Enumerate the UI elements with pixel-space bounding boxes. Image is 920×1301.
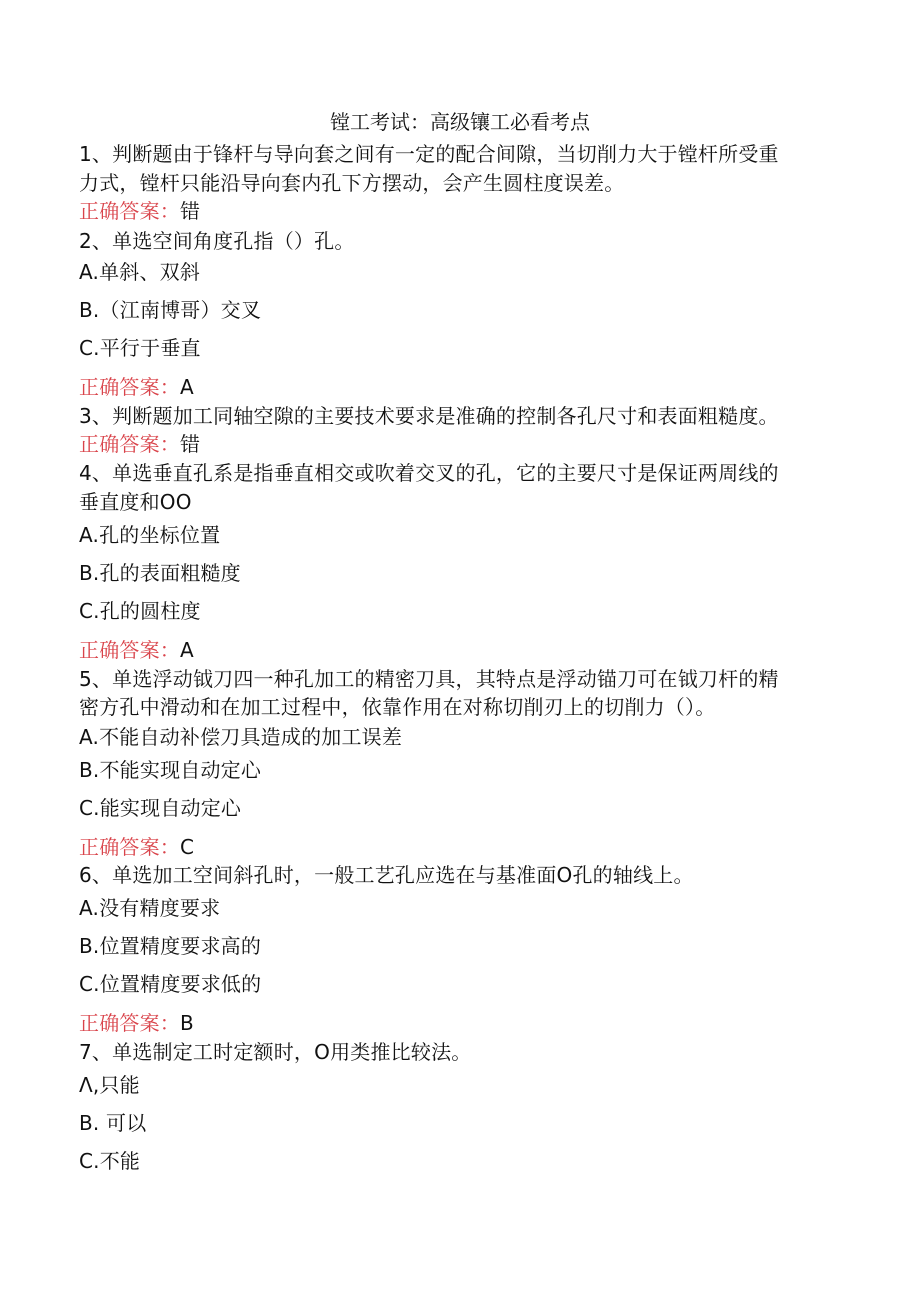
answer-label: 正确答案： bbox=[79, 835, 180, 859]
question-7-text: 7、单选制定工时定额时，O用类推比较法。 bbox=[79, 1040, 472, 1064]
answer-label: 正确答案： bbox=[79, 375, 180, 399]
question-7-option-c: C.不能 bbox=[79, 1149, 141, 1173]
question-5-option-b: B.不能实现自动定心 bbox=[79, 758, 262, 782]
answer-value: A bbox=[180, 638, 194, 662]
question-3-answer bbox=[79, 430, 200, 458]
question-4-option-a: A.孔的坐标位置 bbox=[79, 523, 221, 547]
question-2-option-c: C.平行于垂直 bbox=[79, 336, 201, 360]
question-5-answer bbox=[79, 833, 194, 861]
answer-value: 错 bbox=[180, 432, 201, 456]
answer-value: B bbox=[180, 1011, 194, 1035]
answer-label: 正确答案： bbox=[79, 1011, 180, 1035]
question-5-option-a: A.不能自动补偿刀具造成的加工误差 bbox=[79, 725, 403, 749]
question-2-answer bbox=[79, 373, 194, 401]
question-5-text-line-1: 5、单选浮动钺刀四一种孔加工的精密刀具，其特点是浮动锚刀可在钺刀杆的精 bbox=[79, 667, 779, 691]
question-6-answer bbox=[79, 1009, 194, 1037]
question-6-option-b: B.位置精度要求高的 bbox=[79, 934, 262, 958]
answer-value: C bbox=[180, 835, 195, 859]
answer-label: 正确答案： bbox=[79, 638, 180, 662]
question-5-text-line-2: 密方孔中滑动和在加工过程中，依靠作用在对称切削刃上的切削力（）。 bbox=[79, 695, 716, 719]
question-3-text: 3、判断题加工同轴空隙的主要技术要求是准确的控制各孔尺寸和表面粗糙度。 bbox=[79, 404, 779, 428]
question-1-answer bbox=[79, 197, 200, 225]
question-4-text-line-2: 垂直度和OO bbox=[79, 490, 192, 514]
question-2-option-b: B.（江南博哥）交叉 bbox=[79, 298, 262, 322]
question-4-option-b: B.孔的表面粗糙度 bbox=[79, 561, 241, 585]
question-4-text-line-1: 4、单选垂直孔系是指垂直相交或吹着交叉的孔，它的主要尺寸是保证两周线的 bbox=[79, 461, 779, 485]
answer-value: 错 bbox=[180, 199, 201, 223]
answer-value: A bbox=[180, 375, 194, 399]
question-6-option-c: C.位置精度要求低的 bbox=[79, 972, 262, 996]
question-7-option-b: B. 可以 bbox=[79, 1111, 147, 1135]
question-1-text-line-1: 1、判断题由于锋杆与导向套之间有一定的配合间隙，当切削力大于镗杆所受重 bbox=[79, 142, 779, 166]
question-4-option-c: C.孔的圆柱度 bbox=[79, 599, 201, 623]
question-6-text: 6、单选加工空间斜孔时，一般工艺孔应选在与基准面O孔的轴线上。 bbox=[79, 863, 694, 887]
question-5-option-c: C.能实现自动定心 bbox=[79, 796, 242, 820]
document-title: 镗工考试：高级镶工必看考点 bbox=[330, 110, 590, 134]
question-6-option-a: A.没有精度要求 bbox=[79, 896, 221, 920]
question-7-option-a: Λ,只能 bbox=[79, 1073, 140, 1097]
question-1-text-line-2: 力式，镗杆只能沿导向套内孔下方摆动，会产生圆柱度误差。 bbox=[79, 171, 625, 195]
answer-label: 正确答案： bbox=[79, 199, 180, 223]
question-4-answer bbox=[79, 636, 194, 664]
question-2-option-a: A.单斜、双斜 bbox=[79, 260, 201, 284]
question-2-text: 2、单选空间角度孔指（）孔。 bbox=[79, 229, 355, 253]
answer-label: 正确答案： bbox=[79, 432, 180, 456]
